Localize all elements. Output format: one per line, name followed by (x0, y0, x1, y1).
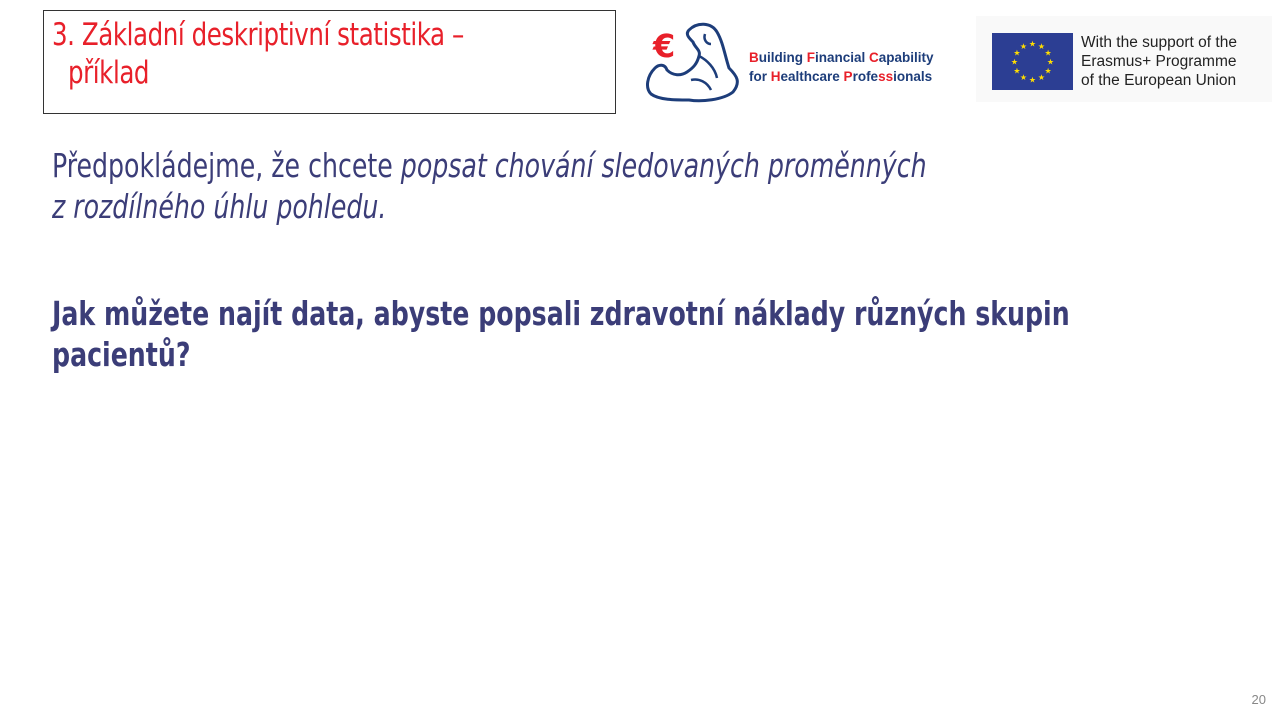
question-line1: Jak můžete najít data, abyste popsali zdravotní náklady různých skupin (52, 294, 1070, 333)
bfc-logo-line1: Building Financial Capability (749, 50, 934, 65)
eu-star-icon: ★ (1010, 57, 1019, 67)
slide-title-line2: příklad (68, 55, 150, 91)
intro-emphasis-b: z rozdílného úhlu pohledu. (52, 187, 387, 226)
eu-flag-icon (992, 33, 1073, 90)
flexed-arm-euro-icon (645, 20, 745, 105)
bfc-logo-text (749, 48, 934, 86)
eu-star-icon: ★ (1037, 73, 1046, 83)
slide-title-line1: 3. Základní deskriptivní statistika – (52, 17, 464, 53)
page-number: 20 (1251, 692, 1266, 707)
eu-star-icon: ★ (1019, 41, 1028, 51)
eu-star-icon: ★ (1037, 41, 1046, 51)
paragraph-question (52, 293, 1070, 375)
eu-star-icon: ★ (1028, 39, 1037, 49)
eu-star-icon: ★ (1013, 48, 1021, 58)
eu-star-icon: ★ (1044, 66, 1052, 76)
eu-text-line3: of the European Union (1081, 72, 1237, 89)
eu-star-icon: ★ (1019, 73, 1028, 83)
eu-text-line1: With the support of the (1081, 34, 1237, 51)
title-box (43, 10, 616, 114)
eu-star-icon: ★ (1044, 48, 1052, 58)
eu-text-line2: Erasmus+ Programme (1081, 53, 1237, 70)
intro-text: Předpokládejme, že chcete (52, 146, 401, 185)
euro-symbol: € (653, 27, 676, 65)
eu-star-icon: ★ (1028, 75, 1037, 85)
eu-star-icon: ★ (1046, 57, 1055, 67)
paragraph-intro (52, 145, 927, 227)
bfc-logo-line2: for Healthcare Professionals (749, 69, 933, 84)
question-line2: pacientů? (52, 335, 191, 374)
eu-support-logo (976, 16, 1272, 102)
bfc-logo (645, 20, 965, 105)
intro-emphasis-a: popsat chování sledovaných proměnných (400, 146, 927, 185)
eu-support-text (1081, 33, 1237, 90)
eu-star-icon: ★ (1013, 66, 1021, 76)
